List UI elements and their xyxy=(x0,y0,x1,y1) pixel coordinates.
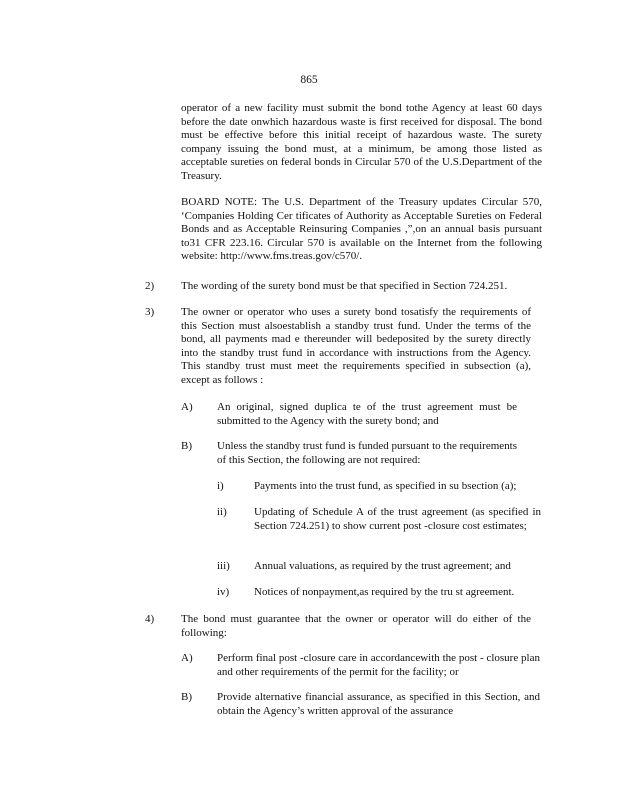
subitem-text: An original, signed duplica te of the trust agreement must be submitted to the Agency with the surety bond; and xyxy=(217,401,517,427)
roman-number: ii) xyxy=(217,506,227,518)
item-text: The wording of the surety bond must be that specified in Section 724.251. xyxy=(181,280,508,292)
subitem-text: Unless the standby trust fund is funded pursuant to the requirements of this Section, the following are not required: xyxy=(217,440,518,466)
board-note-url: http://www.fms.treas.gov/c570/. xyxy=(220,250,363,263)
subitem-letter: B) xyxy=(181,440,192,452)
item-number: 2) xyxy=(145,280,155,292)
roman-text: Notices of nonpayment,as required by the tru st agreement. xyxy=(254,586,515,598)
roman-number: i) xyxy=(217,480,224,492)
item-text: The bond must guarantee that the owner or operator will do either of the following: xyxy=(181,613,531,639)
page-number: 865 xyxy=(300,74,318,86)
item-number: 4) xyxy=(145,613,155,625)
item-text: The owner or operator who uses a surety bond tosatisfy the requirements of this Section must alsoestablish a standby trust fund. Under the terms of the bond, all payments mad e thereunder will bedeposited by the surety directly into the standby trust fund in accordance with instructions from the Agency. This standby trust must meet the requirements specified in subsection (a), except as follows : xyxy=(181,306,531,386)
item-number: 3) xyxy=(145,306,155,318)
subitem-letter: A) xyxy=(181,652,193,664)
roman-text: Updating of Schedule A of the trust agreement (as specified in Section 724.251) to show current post -closure cost estimates; xyxy=(254,506,541,532)
roman-text: Annual valuations, as required by the trust agreement; and xyxy=(254,560,511,572)
intro-paragraph: operator of a new facility must submit the bond tothe Agency at least 60 days before the date onwhich hazardous waste is first received for disposal. The bond must be effective before this initial receipt of hazardous waste. The surety company issuing the bond must, at a minimum, be among those listed as acceptable sureties on federal bonds in Circular 570 of the U.S.Department of the Treasury. xyxy=(181,102,542,182)
roman-text: Payments into the trust fund, as specified in su bsection (a); xyxy=(254,480,517,492)
subitem-letter: B) xyxy=(181,691,192,703)
roman-number: iii) xyxy=(217,560,230,572)
subitem-text: Perform final post -closure care in accordancewith the post - closure plan and other requirements of the permit for the facility; or xyxy=(217,652,540,678)
subitem-letter: A) xyxy=(181,401,193,413)
roman-number: iv) xyxy=(217,586,230,598)
subitem-text: Provide alternative financial assurance, as specified in this Section, and obtain the Agency’s written approval of the assurance xyxy=(217,691,540,717)
board-note xyxy=(181,196,542,264)
board-note-text: BOARD NOTE: The U.S. Department of the Treasury updates Circular 570, ‘Companies Holding Cer tificates of Authority as Acceptable Sureties on Federal Bonds and as Acceptable Reinsuring Companies ,”,on an annual basis pursuant to31 CFR 223.16. Circular 570 is available on the Internet from the following website: xyxy=(181,196,542,263)
